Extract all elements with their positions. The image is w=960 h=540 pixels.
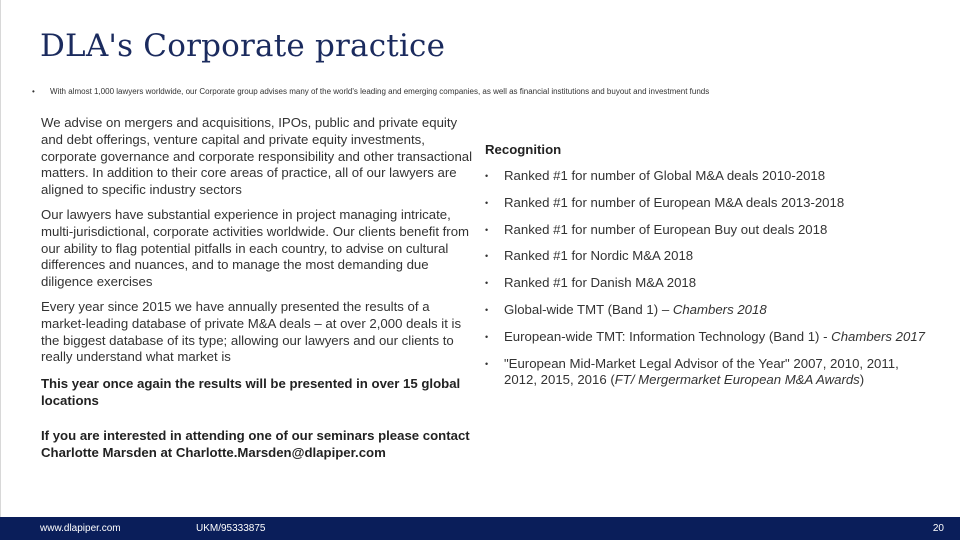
recognition-item-text: Global-wide TMT (Band 1) – <box>504 301 673 317</box>
recognition-item-source: FT/ Mergermarket European M&A Awards <box>614 372 860 388</box>
recognition-item-text: Ranked #1 for number of Global M&A deals 2010-2018 <box>504 168 826 183</box>
recognition-item-text: Ranked #1 for Nordic M&A 2018 <box>504 248 694 264</box>
recognition-item <box>485 168 935 185</box>
recognition-item-text: Ranked #1 for Danish M&A 2018 <box>504 275 697 291</box>
recognition-item <box>485 222 935 239</box>
slide-title: DLA's Corporate practice <box>40 28 446 64</box>
bullet-icon: • <box>485 358 489 369</box>
paragraph-contact: If you are interested in attending one of our seminars please contact Charlotte Marsden at Charlotte.Marsden@dlapiper.com <box>41 427 470 460</box>
recognition-item-source: Chambers 2018 <box>672 301 767 317</box>
bullet-icon: • <box>485 171 489 181</box>
page-number: 20 <box>932 523 944 534</box>
bullet-icon: • <box>485 331 489 342</box>
recognition-item <box>485 302 935 319</box>
bullet-icon: • <box>485 224 489 235</box>
recognition-item <box>485 248 935 265</box>
recognition-item <box>485 195 935 212</box>
recognition-item <box>485 329 935 346</box>
recognition-item-suffix: ) <box>859 372 865 388</box>
paragraph-locations: This year once again the results will be presented in over 15 global locations <box>41 376 461 408</box>
footer-reference: UKM/95333875 <box>196 523 266 534</box>
recognition-item <box>485 275 935 292</box>
paragraph-services: We advise on mergers and acquisitions, IPOs, public and private equity and debt offerings, venture capital and private equity investments, corporate governance and corporate responsibility and other transactional matters. In addition to their core areas of practice, all of our lawyers are aligned to specific industry sectors <box>41 115 473 198</box>
bullet-icon: • <box>485 251 489 262</box>
paragraph-experience: Our lawyers have substantial experience in project managing intricate, multi-jurisdictional, corporate activities worldwide. Our clients benefit from our ability to flag potential pitfalls in each country, to advise on cultural differences and nuances, and to manage the most demanding due diligence exercises <box>41 206 470 290</box>
slide-edge-divider <box>0 0 1 517</box>
bullet-icon: • <box>485 278 489 289</box>
recognition-heading: Recognition <box>485 142 562 157</box>
left-column <box>41 115 477 469</box>
recognition-item <box>485 356 935 390</box>
recognition-column <box>485 142 935 389</box>
recognition-item-text: Ranked #1 for number of European M&A deals 2013-2018 <box>504 194 845 210</box>
recognition-item-text: Ranked #1 for number of European Buy out deals 2018 <box>504 221 828 237</box>
footer-bar <box>0 517 960 540</box>
intro-text: With almost 1,000 lawyers worldwide, our Corporate group advises many of the world's leading and emerging companies, as well as financial institutions and buyout and investment funds <box>50 87 710 96</box>
recognition-item-text: "European Mid-Market Legal Advisor of the Year" 2007, 2010, 2011, 2012, 2015, 2016 ( <box>504 355 899 388</box>
bullet-icon: • <box>485 197 489 208</box>
paragraph-database: Every year since 2015 we have annually presented the results of a market-leading database of private M&A deals – at over 2,000 deals it is the biggest database of its type; allowing our lawyers and our clients to really understand what market is <box>41 298 462 365</box>
recognition-item-source: Chambers 2017 <box>831 328 926 344</box>
footer-website-link[interactable]: www.dlapiper.com <box>40 523 121 534</box>
recognition-item-text: European-wide TMT: Information Technology (Band 1) - <box>504 328 832 344</box>
bullet-icon: • <box>485 304 489 315</box>
recognition-list <box>485 168 935 389</box>
intro-bullet-icon: • <box>32 87 35 96</box>
